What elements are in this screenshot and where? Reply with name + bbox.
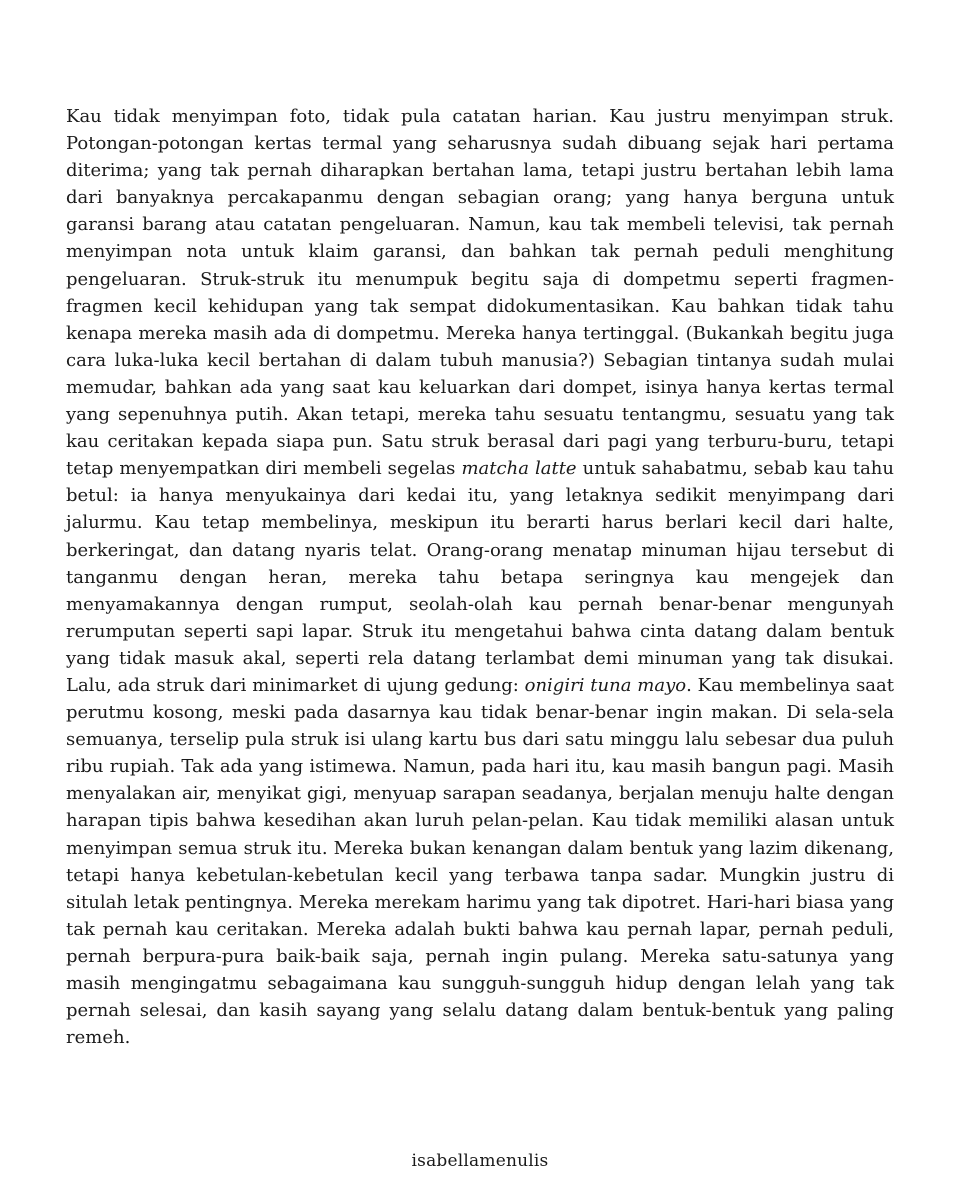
- text-segment: . Kau membelinya saat perutmu kosong, meski pada dasarnya kau tidak benar-benar ingin makan. Di sela-sela semuanya, terselip pula struk isi ulang kartu bus dari satu minggu lalu sebesar dua puluh ribu rupiah. Tak ada yang istimewa. Namun, pada hari itu, kau masih bangun pagi. Masih menyalakan air, menyikat gigi, menyuap sarapan seadanya, berjalan menuju halte dengan harapan tipis bahwa kesedihan akan luruh pelan-pelan. Kau tidak memiliki alasan untuk menyimpan semua struk itu. Mereka bukan kenangan dalam bentuk yang lazim dikenang, tetapi hanya kebetulan-kebetulan kecil yang terbawa tanpa sadar. Mungkin justru di situlah letak pentingnya. Mereka merekam harimu yang tak dipotret. Hari-hari biasa yang tak pernah kau ceritakan. Mereka adalah bukti bahwa kau pernah lapar, pernah peduli, pernah berpura-pura baik-baik saja, pernah ingin pulang. Mereka satu-satunya yang masih mengingatmu sebagaimana kau sungguh-sungguh hidup dengan lelah yang tak pernah selesai, dan kasih sayang yang selalu datang dalam bentuk-bentuk yang paling remeh.: [66, 674, 894, 1049]
- paragraph: [66, 103, 894, 1051]
- author-signature: isabellamenulis: [411, 1151, 549, 1171]
- text-segment: Kau tidak menyimpan foto, tidak pula catatan harian. Kau justru menyimpan struk. Potongan-potongan kertas termal yang seharusnya sudah dibuang sejak hari pertama diterima; yang tak pernah diharapkan bertahan lama, tetapi justru bertahan lebih lama dari banyaknya percakapanmu dengan sebagian orang; yang hanya berguna untuk garansi barang atau catatan pengeluaran. Namun, kau tak membeli televisi, tak pernah menyimpan nota untuk klaim garansi, dan bahkan tak pernah peduli menghitung pengeluaran. Struk-struk itu menumpuk begitu saja di dompetmu seperti fragmen-fragmen kecil kehidupan yang tak sempat didokumentasikan. Kau bahkan tidak tahu kenapa mereka masih ada di dompetmu. Mereka hanya tertinggal. (Bukankah begitu juga cara luka-luka kecil bertahan di dalam tubuh manusia?) Sebagian tintanya sudah mulai memudar, bahkan ada yang saat kau keluarkan dari dompet, isinya hanya kertas termal yang sepenuhnya putih. Akan tetapi, mereka tahu sesuatu tentangmu, sesuatu yang tak kau ceritakan kepada siapa pun. Satu struk berasal dari pagi yang terburu-buru, tetapi tetap menyempatkan diri membeli segelas: [66, 106, 894, 480]
- body-text: [66, 103, 894, 1051]
- italic-phrase: matcha latte: [461, 458, 577, 480]
- text-segment: untuk sahabatmu, sebab kau tahu betul: ia hanya menyukainya dari kedai itu, yang letaknya sedikit menyimpang dari jalurmu. Kau tetap membelinya, meskipun itu berarti harus berlari kecil dari halte, berkeringat, dan datang nyaris telat. Orang-orang menatap minuman hijau tersebut di tanganmu dengan heran, mereka tahu betapa seringnya kau mengejek dan menyamakannya dengan rumput, seolah-olah kau pernah benar-benar mengunyah rerumputan seperti sapi lapar. Struk itu mengetahui bahwa cinta datang dalam bentuk yang tidak masuk akal, seperti rela datang terlambat demi minuman yang tak disukai. Lalu, ada struk dari minimarket di ujung gedung:: [66, 458, 894, 696]
- italic-phrase: onigiri tuna mayo: [524, 674, 687, 696]
